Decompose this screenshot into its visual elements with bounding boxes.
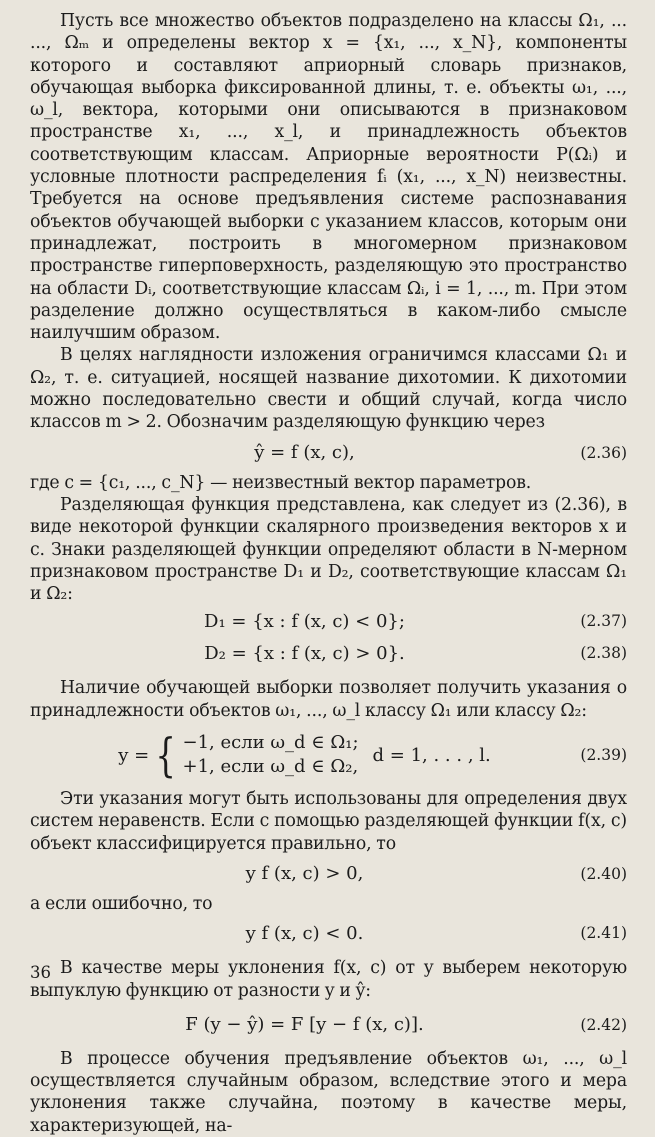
equation-2-42-number: (2.42) xyxy=(580,1015,627,1034)
equation-2-39 xyxy=(30,722,627,788)
equation-2-39-range: d = 1, . . . , l. xyxy=(372,744,491,766)
equation-2-39-case-1: −1, если ω_d ∈ Ω₁; xyxy=(182,732,359,754)
equation-2-36-formula: ŷ = f (x, c), xyxy=(254,442,355,464)
equation-2-38-formula: D₂ = {x : f (x, c) > 0}. xyxy=(204,642,405,664)
paragraph-5: Наличие обучающей выборки позволяет получить указания о принадлежности объектов ω₁, ..., ω_l классу Ω₁ или классу Ω₂: xyxy=(30,678,627,721)
equation-2-37-formula: D₁ = {x : f (x, c) < 0}; xyxy=(204,610,405,632)
equation-2-40 xyxy=(30,855,627,893)
paragraph-4: Разделяющая функция представлена, как следует из (2.36), в виде некоторой функции скалярного произведения векторов x и c. Знаки разделяющей функции определяют области в N-мерном признаковом пространстве D₁ и D₂, соответствующие классам Ω₁ и Ω₂: xyxy=(30,494,627,605)
equation-2-39-lhs: y = xyxy=(118,744,150,766)
paragraph-6: Эти указания могут быть использованы для определения двух систем неравенств. Если с помощью разделяющей функции f(x, c) объект классифицируется правильно, то xyxy=(30,789,627,854)
equation-2-37-number: (2.37) xyxy=(580,612,627,631)
equation-2-41-number: (2.41) xyxy=(580,924,627,943)
paragraph-3: где c = {c₁, ..., c_N} — неизвестный вектор параметров. xyxy=(30,472,532,493)
paragraph-2: В целях наглядности изложения ограничимся классами Ω₁ и Ω₂, т. е. ситуацией, носящей название дихотомии. К дихотомии можно последовательно свести и общий случай, когда число классов m > 2. Обозначим разделяющую функцию через xyxy=(30,345,627,433)
paragraph-9: В процессе обучения предъявление объектов ω₁, ..., ω_l осуществляется случайным образом, вследствие этого и мера уклонения также случайна, поэтому в качестве меры, характеризующей, на- xyxy=(30,1048,627,1136)
equation-2-42-formula: F (y − ŷ) = F [y − f (x, c)]. xyxy=(185,1014,424,1036)
equation-2-41 xyxy=(30,915,627,951)
page-number: 36 xyxy=(30,963,51,982)
equation-2-39-case-2: +1, если ω_d ∈ Ω₂, xyxy=(182,756,359,778)
paragraph-1: Пусть все множество объектов подразделено на классы Ω₁, ... ..., Ωₘ и определены вектор x = {x₁, ..., x_N}, компоненты которого и составляют априорный словарь признаков, обучающая выборка фиксированной длины, т. е. объекты ω₁, ..., ω_l, вектора, которыми они описываются в признаковом пространстве x₁, ..., x_l, и принадлежность объектов соответствующим классам. Априорные вероятности P(Ωᵢ) и условные плотности распределения fᵢ (x₁, ..., x_N) неизвестны. Требуется на основе предъявления системе распознавания объектов обучающей выборки с указанием классов, которым они принадлежат, построить в многомерном признаковом пространстве гиперповерхность, разделяющую это пространство на области Dᵢ, соответствующие классам Ωᵢ, i = 1, ..., m. При этом разделение должно осуществляться в каком-либо смысле наилучшим образом. xyxy=(30,11,627,344)
equation-2-39-cases xyxy=(149,728,359,783)
equation-2-38 xyxy=(30,637,627,669)
equation-2-39-number: (2.39) xyxy=(580,746,627,765)
equation-2-36 xyxy=(30,434,627,472)
equation-2-37 xyxy=(30,605,627,637)
left-brace-icon: { xyxy=(155,728,177,783)
equation-2-36-number: (2.36) xyxy=(580,443,627,462)
equation-2-39-formula xyxy=(30,722,579,788)
paragraph-8: В качестве меры уклонения f(x, c) от y выберем некоторую выпуклую функцию от разности y и ŷ: xyxy=(30,958,627,1001)
equation-2-42 xyxy=(30,1002,627,1048)
equation-2-40-number: (2.40) xyxy=(580,864,627,883)
paragraph-7: а если ошибочно, то xyxy=(30,893,213,914)
equation-2-38-number: (2.38) xyxy=(580,644,627,663)
equation-2-40-formula: y f (x, c) > 0, xyxy=(245,863,364,885)
equation-2-41-formula: y f (x, c) < 0. xyxy=(245,922,364,944)
